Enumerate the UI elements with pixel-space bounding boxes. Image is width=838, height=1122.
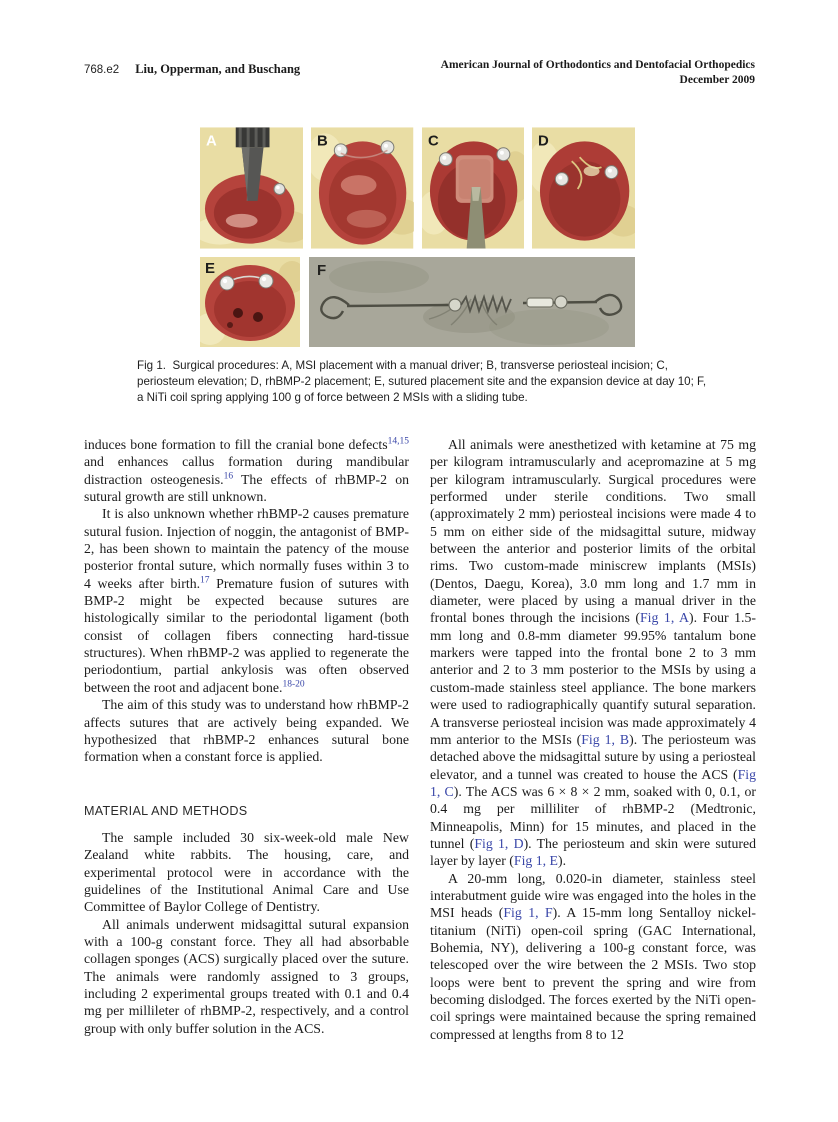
figure-panel-label-a: A [205, 133, 217, 150]
figure-caption [137, 358, 707, 407]
running-header-left [84, 60, 300, 78]
page-number: 768.e2 [84, 64, 120, 76]
surgical-photo-a [200, 127, 303, 249]
body-text: ). Four 1.5-mm long and 0.8-mm diameter 99.95% tantalum bone markers were tapped into the frontal bone 2 to 3 mm anterior and 2 to 3 mm posterior to the MSIs by using a custom-made stainless steel appliance. The bone markers were used to radiographically quantify sutural separation. A transverse periosteal incision was made approximately 4 mm anterior to the MSIs ( [430, 610, 756, 747]
paragraph [430, 436, 756, 870]
figure-panel-label-c: C [427, 133, 439, 150]
figure-caption-text: Surgical procedures: A, MSI placement with a manual driver; B, transverse periosteal incision; C, periosteum elevation; D, rhBMP-2 placement; E, sutured placement site and the expansion device at day 10; F, a NiTi coil spring applying 100 g of force between 2 MSIs with a sliding tube. [137, 359, 707, 405]
surgical-photo-b [311, 127, 413, 249]
body-text: ). A 15-mm long Sentalloy nickel-titanium (NiTi) open-coil spring (GAC International, Bohemia, NY), delivering a 100-g constant force, was telescoped over the wire between the 2 MSIs. Two stop loops were bent to prevent the spring and wire from becoming dislodged. The forces exerted by the NiTi open-coil springs were maintained because the spring remained compressed at lengths from 8 to 12 [430, 905, 756, 1042]
running-authors: Liu, Opperman, and Buschang [135, 62, 301, 76]
figure-panel-label-d: D [537, 133, 549, 150]
body-text: The effects of rhBMP-2 on sutural growth are still unknown. [84, 471, 409, 505]
body-text: ). [557, 853, 567, 869]
paragraph [430, 870, 756, 1043]
body-text: ). The periosteum was detached above the midsagittal suture by using a periosteal elevator, and a tunnel was created to house the ACS ( [430, 731, 756, 782]
paragraph [84, 436, 409, 505]
citation-reference-link[interactable]: 17 [200, 575, 210, 586]
citation-reference-link[interactable]: 14,15 [387, 436, 409, 447]
figure-row-top [200, 127, 635, 249]
paragraph [84, 696, 409, 765]
left-column [84, 436, 409, 1037]
figure-panel-label-e: E [205, 260, 216, 277]
paragraph [84, 505, 409, 696]
paragraph [84, 916, 409, 1037]
body-text: It is also unknown whether rhBMP-2 causes premature sutural fusion. Injection of noggin, the antagonist of BMP-2, has been shown to maintain the patency of the mouse posterior frontal suture, which normally fuses within 3 to 4 weeks after birth. [84, 506, 409, 591]
surgical-photo-f [309, 257, 635, 347]
figure-caption-label: Fig 1. [137, 359, 166, 372]
section-heading-material-and-methods: MATERIAL AND METHODS [84, 803, 248, 818]
figure-reference-link[interactable]: Fig 1, F [503, 905, 553, 921]
figure-panel-label-b: B [317, 133, 328, 150]
figure-reference-link[interactable]: Fig 1, A [640, 610, 689, 626]
body-text: The sample included 30 six-week-old male New Zealand white rabbits. The housing, care, and experimental protocol were in accordance with the guidelines of the Institutional Animal Care and Use Committee of Baylor College of Dentistry. [84, 829, 409, 915]
surgical-photo-e [200, 257, 300, 347]
figure-reference-link[interactable]: Fig 1, E [513, 853, 558, 869]
figure-reference-link[interactable]: Fig 1, B [581, 731, 630, 747]
journal-title: American Journal of Orthodontics and Dentofacial Orthopedics [440, 59, 755, 71]
figure-reference-link[interactable]: Fig 1, D [474, 835, 524, 851]
figure-panel-label-f: F [317, 262, 327, 279]
body-text: ). The ACS was 6 × 8 × 2 mm, soaked with 0, 0.1, or 0.4 mg per milliliter of rhBMP-2 (Medtronic, Minneapolis, Minn) for 15 minutes, and placed in the tunnel ( [430, 783, 756, 851]
issue-date: December 2009 [679, 73, 755, 86]
figure-1 [200, 127, 635, 347]
body-text: induces bone formation to fill the cranial bone defects [84, 437, 388, 452]
figure-reference-link[interactable]: Fig 1, C [430, 766, 756, 799]
citation-reference-link[interactable]: 18-20 [282, 679, 305, 690]
surgical-photo-c [422, 127, 524, 249]
surgical-photo-d [532, 127, 635, 249]
body-text: ). The periosteum and skin were sutured layer by layer ( [430, 835, 756, 869]
running-header-right [441, 58, 755, 87]
citation-reference-link[interactable]: 16 [223, 471, 234, 482]
body-text: All animals were anesthetized with ketamine at 75 mg per kilogram intramuscularly and acepromazine at 5 mg per kilogram intramuscularly. Surgical procedures were performed under sterile conditions. Two small (approximately 2 mm) periosteal incisions were made 4 to 5 mm on either side of the midsagittal suture, midway between the anterior and posterior limits of the orbital rims. Two custom-made miniscrew implants (MSIs) (Dentos, Daegu, Korea), 3.0 mm long and 1.7 mm in diameter, were placed by using a manual driver in the frontal bones through the incisions ( [430, 437, 756, 626]
figure-row-bottom [200, 257, 635, 347]
body-text: Premature fusion of sutures with BMP-2 might be expected because sutures are histologically similar to the periodontal ligament (both consist of collagen fibers connecting hard-tissue structures). When rhBMP-2 was applied to regenerate the periodontium, partial ankylosis was often observed between the root and adjacent bone. [84, 575, 409, 695]
paragraph [84, 829, 409, 916]
body-text: All animals underwent midsagittal sutural expansion with a 100-g constant force. They all had absorbable collagen sponges (ACS) surgically placed over the suture. The animals were randomly assigned to 3 groups, including 2 experimental groups treated with 0.1 and 0.4 mg per millileter of rhBMP-2, respectively, and a control group with only buffer solution in the ACS. [84, 916, 409, 1036]
body-text: The aim of this study was to understand how rhBMP-2 affects sutures that are actively being expanded. We hypothesized that rhBMP-2 enhances sutural bone formation when a constant force is applied. [84, 697, 409, 765]
body-text: A 20-mm long, 0.020-in diameter, stainless steel interabutment guide wire was engaged into the holes in the MSI heads ( [430, 870, 756, 921]
right-column [430, 436, 756, 1043]
body-text: and enhances callus formation during mandibular distraction osteogenesis. [84, 454, 409, 487]
